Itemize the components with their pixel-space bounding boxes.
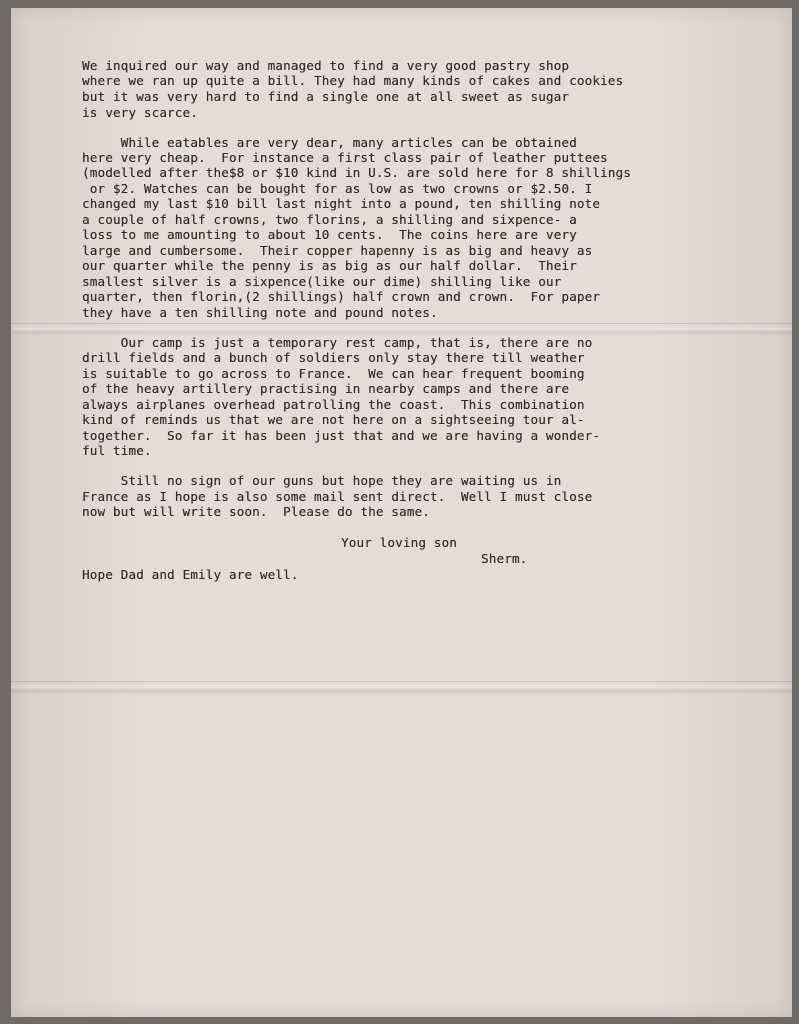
letter-line: (modelled after the$8 or $10 kind in U.S. are sold here for 8 shillings	[82, 165, 631, 180]
letter-line: kind of reminds us that we are not here on a sightseeing tour al-	[82, 412, 585, 427]
letter-line: While eatables are very dear, many articles can be obtained	[82, 135, 577, 150]
letter-signature: Sherm.	[481, 551, 528, 566]
letter-line: a couple of half crowns, two florins, a shilling and sixpence- a	[82, 212, 577, 227]
letter-line: Our camp is just a temporary rest camp, that is, there are no	[82, 335, 593, 350]
letter-line: loss to me amounting to about 10 cents. The coins here are very	[82, 227, 577, 242]
letter-line: or $2. Watches can be bought for as low as two crowns or $2.50. I	[82, 181, 593, 196]
letter-line: but it was very hard to find a single one at all sweet as sugar	[82, 89, 570, 104]
letter-closing: Your loving son	[341, 535, 457, 550]
letter-line: Still no sign of our guns but hope they are waiting us in	[82, 473, 562, 488]
letter-line: of the heavy artillery practising in nearby camps and there are	[82, 381, 570, 396]
paper-fold-line	[11, 323, 792, 324]
letter-line: is suitable to go across to France. We can hear frequent booming	[82, 366, 585, 381]
letter-line: together. So far it has been just that and we are having a wonder-	[82, 428, 601, 443]
letter-line: always airplanes overhead patrolling the coast. This combination	[82, 397, 585, 412]
letter-line: France as I hope is also some mail sent direct. Well I must close	[82, 489, 593, 504]
letter-line: quarter, then florin,(2 shillings) half crown and crown. For paper	[82, 289, 601, 304]
letter-line: where we ran up quite a bill. They had many kinds of cakes and cookies	[82, 73, 624, 88]
letter-line: smallest silver is a sixpence(like our dime) shilling like our	[82, 274, 562, 289]
letter-postscript: Hope Dad and Emily are well.	[82, 567, 299, 582]
letter-line: here very cheap. For instance a first class pair of leather puttees	[82, 150, 608, 165]
paper-fold-line	[11, 681, 792, 682]
letter-line: now but will write soon. Please do the same.	[82, 504, 430, 519]
letter-page	[11, 8, 792, 1017]
letter-line: is very scarce.	[82, 105, 198, 120]
letter-line: changed my last $10 bill last night into a pound, ten shilling note	[82, 196, 601, 211]
letter-line: large and cumbersome. Their copper hapenny is as big and heavy as	[82, 243, 593, 258]
letter-line: drill fields and a bunch of soldiers only stay there till weather	[82, 350, 585, 365]
letter-line: We inquired our way and managed to find a very good pastry shop	[82, 58, 570, 73]
letter-line: ful time.	[82, 443, 152, 458]
letter-line: our quarter while the penny is as big as our half dollar. Their	[82, 258, 577, 273]
letter-line: they have a ten shilling note and pound notes.	[82, 305, 438, 320]
